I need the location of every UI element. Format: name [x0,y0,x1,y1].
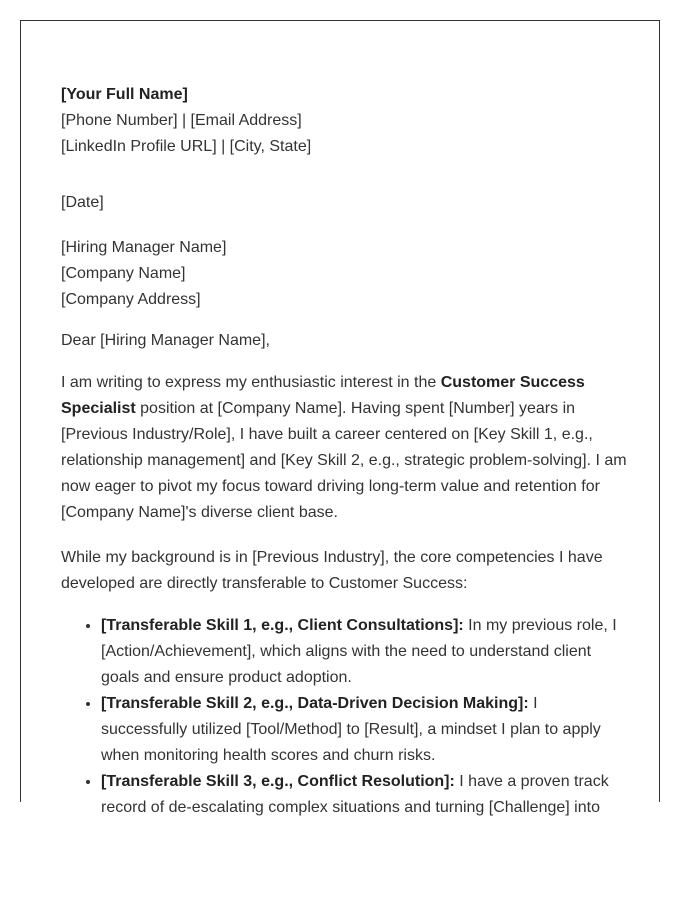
list-item [101,691,627,769]
recipient-hiring-manager: [Hiring Manager Name] [61,239,227,256]
letter-page [20,20,660,816]
sender-contact-line-2: [LinkedIn Profile URL] | [City, State] [61,138,312,155]
intro-text-after: position at [Company Name]. Having spent [Number] years in [Previous Industry/Role], I have built a career centered on [Key Skill 1, e.g., relationship management] and [Key Skill 2, e.g., strategic problem-solving]. I am now eager to pivot my focus toward driving long-term value and retention for [Company Name]'s diverse client base. [61,400,627,521]
list-item [101,769,627,821]
recipient-company-address: [Company Address] [61,291,201,308]
recipient-company-name: [Company Name] [61,265,186,282]
transferable-intro-paragraph: While my background is in [Previous Industry], the core competencies I have developed are directly transferable to Customer Success: [61,549,603,592]
sender-full-name: [Your Full Name] [61,86,188,103]
letter-date: [Date] [61,194,104,211]
sender-header [61,82,627,160]
skill-title: [Transferable Skill 3, e.g., Conflict Resolution]: [101,773,455,790]
intro-text-before: I am writing to express my enthusiastic interest in the [61,374,441,391]
intro-paragraph [61,370,627,526]
skill-text: I successfully utilized [Tool/Method] to [Result], a mindset I plan to apply when monitoring health scores and churn risks. [101,695,601,764]
sender-contact-line-1: [Phone Number] | [Email Address] [61,112,302,129]
skill-title: [Transferable Skill 2, e.g., Data-Driven Decision Making]: [101,695,529,712]
letter-content [61,82,627,821]
skill-title: [Transferable Skill 1, e.g., Client Consultations]: [101,617,464,634]
intro-job-title: Customer Success Specialist [61,374,585,417]
skill-text: In my previous role, I [Action/Achievement], which aligns with the need to understand client goals and ensure product adoption. [101,617,617,686]
skill-text: I have a proven track record of de-escalating complex situations and turning [Challenge] into [101,773,609,816]
recipient-block [61,235,627,313]
skills-list [61,613,627,821]
salutation: Dear [Hiring Manager Name], [61,332,270,349]
list-item [101,613,627,691]
